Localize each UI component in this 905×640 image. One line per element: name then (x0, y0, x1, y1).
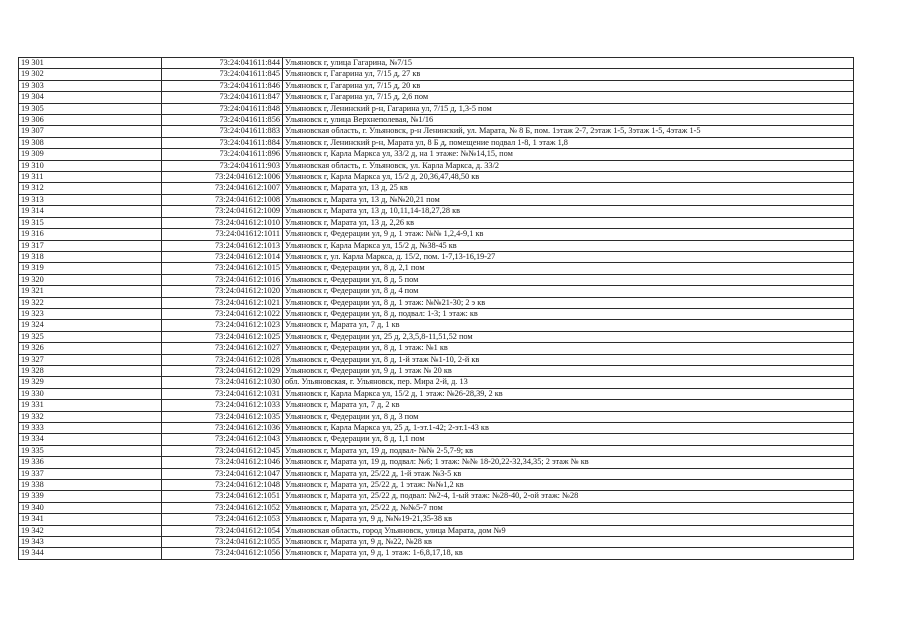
address-cell: Ульяновск г, Федерации ул, 8 д, 1 этаж: №1 кв (283, 343, 854, 354)
address-cell: Ульяновск г, Федерации ул, 8 д, 5 пом (283, 274, 854, 285)
address-cell: Ульяновск г, улица Гагарина, №7/15 (283, 58, 854, 69)
address-cell: Ульяновск г, Марата ул, 9 д, №22, №28 кв (283, 537, 854, 548)
row-number-cell: 19 314 (19, 206, 162, 217)
address-cell: Ульяновск г, улица Верхнеполевая, №1/16 (283, 115, 854, 126)
table-row (19, 92, 854, 103)
row-number-cell: 19 308 (19, 137, 162, 148)
cadastral-number-cell: 73:24:041612:1013 (162, 240, 283, 251)
cadastral-number-cell: 73:24:041611:883 (162, 126, 283, 137)
table-row (19, 80, 854, 91)
cadastral-number-cell: 73:24:041612:1009 (162, 206, 283, 217)
address-cell: Ульяновск г, Гагарина ул, 7/15 д, 20 кв (283, 80, 854, 91)
row-number-cell: 19 309 (19, 149, 162, 160)
table-row (19, 354, 854, 365)
table-row (19, 365, 854, 376)
row-number-cell: 19 333 (19, 423, 162, 434)
registry-table (18, 57, 854, 560)
table-row (19, 137, 854, 148)
cadastral-number-cell: 73:24:041611:884 (162, 137, 283, 148)
address-cell: Ульяновск г, Марата ул, 25/22 д, №№5-7 пом (283, 502, 854, 513)
table-row (19, 103, 854, 114)
cadastral-number-cell: 73:24:041612:1016 (162, 274, 283, 285)
address-cell: Ульяновск г, Карла Маркса ул, 15/2 д, №38-45 кв (283, 240, 854, 251)
row-number-cell: 19 307 (19, 126, 162, 137)
row-number-cell: 19 335 (19, 445, 162, 456)
table-row (19, 240, 854, 251)
table-row (19, 423, 854, 434)
cadastral-number-cell: 73:24:041612:1053 (162, 514, 283, 525)
table-row (19, 286, 854, 297)
row-number-cell: 19 311 (19, 172, 162, 183)
row-number-cell: 19 304 (19, 92, 162, 103)
table-row (19, 217, 854, 228)
address-cell: Ульяновск г, Марата ул, 13 д, 10,11,14-18,27,28 кв (283, 206, 854, 217)
cadastral-number-cell: 73:24:041611:845 (162, 69, 283, 80)
table-row (19, 274, 854, 285)
row-number-cell: 19 302 (19, 69, 162, 80)
address-cell: Ульяновск г, Федерации ул, 9 д, 1 этаж № 20 кв (283, 365, 854, 376)
cadastral-number-cell: 73:24:041612:1028 (162, 354, 283, 365)
row-number-cell: 19 343 (19, 537, 162, 548)
row-number-cell: 19 342 (19, 525, 162, 536)
row-number-cell: 19 313 (19, 194, 162, 205)
row-number-cell: 19 306 (19, 115, 162, 126)
row-number-cell: 19 329 (19, 377, 162, 388)
table-row (19, 343, 854, 354)
table-row (19, 115, 854, 126)
table-row (19, 502, 854, 513)
row-number-cell: 19 330 (19, 388, 162, 399)
address-cell: Ульяновская область, г. Ульяновск, ул. Карла Маркса, д. 33/2 (283, 160, 854, 171)
row-number-cell: 19 319 (19, 263, 162, 274)
cadastral-number-cell: 73:24:041612:1031 (162, 388, 283, 399)
row-number-cell: 19 324 (19, 320, 162, 331)
cadastral-number-cell: 73:24:041612:1008 (162, 194, 283, 205)
row-number-cell: 19 327 (19, 354, 162, 365)
address-cell: Ульяновск г, Марата ул, 19 д, подвал- №№ 2-5,7-9; кв (283, 445, 854, 456)
address-cell: Ульяновск г, Федерации ул, 8 д, 3 пом (283, 411, 854, 422)
address-cell: Ульяновская область, г. Ульяновск, р-н Ленинский, ул. Марата, № 8 Б, пом. 1этаж 2-7, 2этаж 1-5, 3этаж 1-5, 4этаж 1-5 (283, 126, 854, 137)
cadastral-number-cell: 73:24:041612:1035 (162, 411, 283, 422)
cadastral-number-cell: 73:24:041612:1043 (162, 434, 283, 445)
cadastral-number-cell: 73:24:041612:1022 (162, 308, 283, 319)
row-number-cell: 19 337 (19, 468, 162, 479)
cadastral-number-cell: 73:24:041612:1006 (162, 172, 283, 183)
row-number-cell: 19 325 (19, 331, 162, 342)
row-number-cell: 19 322 (19, 297, 162, 308)
address-cell: Ульяновск г, Карла Маркса ул, 33/2 д, на 1 этаже: №№14,15, пом (283, 149, 854, 160)
cadastral-number-cell: 73:24:041612:1020 (162, 286, 283, 297)
cadastral-number-cell: 73:24:041612:1023 (162, 320, 283, 331)
cadastral-number-cell: 73:24:041612:1052 (162, 502, 283, 513)
row-number-cell: 19 334 (19, 434, 162, 445)
address-cell: Ульяновск г, ул. Карла Маркса, д. 15/2, пом. 1-7,13-16,19-27 (283, 251, 854, 262)
table-row (19, 468, 854, 479)
cadastral-number-cell: 73:24:041611:856 (162, 115, 283, 126)
table-row (19, 172, 854, 183)
row-number-cell: 19 318 (19, 251, 162, 262)
address-cell: Ульяновская область, город Ульяновск, улица Марата, дом №9 (283, 525, 854, 536)
row-number-cell: 19 323 (19, 308, 162, 319)
row-number-cell: 19 328 (19, 365, 162, 376)
cadastral-number-cell: 73:24:041611:903 (162, 160, 283, 171)
table-row (19, 263, 854, 274)
address-cell: Ульяновск г, Федерации ул, 25 д, 2,3,5,8-11,51,52 пом (283, 331, 854, 342)
table-row (19, 491, 854, 502)
row-number-cell: 19 321 (19, 286, 162, 297)
address-cell: Ульяновск г, Ленинский р-н, Гагарина ул, 7/15 д, 1,3-5 пом (283, 103, 854, 114)
address-cell: Ульяновск г, Марата ул, 25/22 д, подвал: №2-4, 1-ый этаж: №28-40, 2-ой этаж: №28 (283, 491, 854, 502)
row-number-cell: 19 332 (19, 411, 162, 422)
cadastral-number-cell: 73:24:041612:1055 (162, 537, 283, 548)
cadastral-number-cell: 73:24:041612:1011 (162, 229, 283, 240)
table-row (19, 411, 854, 422)
row-number-cell: 19 310 (19, 160, 162, 171)
row-number-cell: 19 316 (19, 229, 162, 240)
cadastral-number-cell: 73:24:041612:1033 (162, 400, 283, 411)
row-number-cell: 19 312 (19, 183, 162, 194)
table-row (19, 514, 854, 525)
cadastral-number-cell: 73:24:041612:1036 (162, 423, 283, 434)
cadastral-number-cell: 73:24:041612:1007 (162, 183, 283, 194)
table-row (19, 445, 854, 456)
address-cell: Ульяновск г, Федерации ул, 9 д, 1 этаж: №№ 1,2,4-9,1 кв (283, 229, 854, 240)
cadastral-number-cell: 73:24:041612:1021 (162, 297, 283, 308)
row-number-cell: 19 305 (19, 103, 162, 114)
table-row (19, 308, 854, 319)
cadastral-number-cell: 73:24:041612:1027 (162, 343, 283, 354)
table-row (19, 297, 854, 308)
address-cell: Ульяновск г, Марата ул, 13 д, 25 кв (283, 183, 854, 194)
row-number-cell: 19 336 (19, 457, 162, 468)
cadastral-number-cell: 73:24:041612:1030 (162, 377, 283, 388)
table-row (19, 388, 854, 399)
cadastral-number-cell: 73:24:041612:1046 (162, 457, 283, 468)
table-row (19, 58, 854, 69)
address-cell: Ульяновск г, Марата ул, 19 д, подвал: №6; 1 этаж: №№ 18-20,22-32,34,35; 2 этаж № кв (283, 457, 854, 468)
cadastral-number-cell: 73:24:041611:844 (162, 58, 283, 69)
table-row (19, 183, 854, 194)
cadastral-number-cell: 73:24:041612:1015 (162, 263, 283, 274)
address-cell: Ульяновск г, Федерации ул, 8 д, 1 этаж: №№21-30; 2 э кв (283, 297, 854, 308)
row-number-cell: 19 315 (19, 217, 162, 228)
cadastral-number-cell: 73:24:041612:1010 (162, 217, 283, 228)
cadastral-number-cell: 73:24:041612:1056 (162, 548, 283, 559)
cadastral-number-cell: 73:24:041612:1029 (162, 365, 283, 376)
address-cell: Ульяновск г, Карла Маркса ул, 15/2 д, 1 этаж: №26-28,39, 2 кв (283, 388, 854, 399)
address-cell: Ульяновск г, Марата ул, 7 д, 1 кв (283, 320, 854, 331)
row-number-cell: 19 344 (19, 548, 162, 559)
address-cell: Ульяновск г, Марата ул, 7 д, 2 кв (283, 400, 854, 411)
cadastral-number-cell: 73:24:041612:1047 (162, 468, 283, 479)
row-number-cell: 19 341 (19, 514, 162, 525)
table-row (19, 525, 854, 536)
table-row (19, 126, 854, 137)
cadastral-number-cell: 73:24:041611:846 (162, 80, 283, 91)
address-cell: Ульяновск г, Федерации ул, 8 д, 1-й этаж №1-10, 2-й кв (283, 354, 854, 365)
row-number-cell: 19 301 (19, 58, 162, 69)
table-row (19, 480, 854, 491)
address-cell: Ульяновск г, Федерации ул, 8 д, подвал: 1-3; 1 этаж: кв (283, 308, 854, 319)
address-cell: Ульяновск г, Марата ул, 9 д, №№19-21,35-38 кв (283, 514, 854, 525)
registry-table-body (19, 58, 854, 560)
address-cell: обл. Ульяновская, г. Ульяновск, пер. Мира 2-й, д. 13 (283, 377, 854, 388)
row-number-cell: 19 320 (19, 274, 162, 285)
table-row (19, 434, 854, 445)
table-row (19, 194, 854, 205)
address-cell: Ульяновск г, Ленинский р-н, Марата ул, 8 Б д, помещение подвал 1-8, 1 этаж 1,8 (283, 137, 854, 148)
cadastral-number-cell: 73:24:041612:1048 (162, 480, 283, 491)
address-cell: Ульяновск г, Гагарина ул, 7/15 д, 2,6 пом (283, 92, 854, 103)
table-row (19, 331, 854, 342)
address-cell: Ульяновск г, Федерации ул, 8 д, 1,1 пом (283, 434, 854, 445)
address-cell: Ульяновск г, Марата ул, 13 д, №№20,21 пом (283, 194, 854, 205)
cadastral-number-cell: 73:24:041611:848 (162, 103, 283, 114)
row-number-cell: 19 326 (19, 343, 162, 354)
row-number-cell: 19 338 (19, 480, 162, 491)
address-cell: Ульяновск г, Федерации ул, 8 д, 2,1 пом (283, 263, 854, 274)
cadastral-number-cell: 73:24:041612:1014 (162, 251, 283, 262)
table-row (19, 537, 854, 548)
table-row (19, 206, 854, 217)
table-row (19, 229, 854, 240)
table-row (19, 160, 854, 171)
row-number-cell: 19 339 (19, 491, 162, 502)
address-cell: Ульяновск г, Карла Маркса ул, 25 д, 1-эт.1-42; 2-эт.1-43 кв (283, 423, 854, 434)
row-number-cell: 19 317 (19, 240, 162, 251)
cadastral-number-cell: 73:24:041612:1054 (162, 525, 283, 536)
table-row (19, 377, 854, 388)
cadastral-number-cell: 73:24:041612:1051 (162, 491, 283, 502)
row-number-cell: 19 340 (19, 502, 162, 513)
address-cell: Ульяновск г, Марата ул, 25/22 д, 1-й этаж №3-5 кв (283, 468, 854, 479)
cadastral-number-cell: 73:24:041611:896 (162, 149, 283, 160)
table-row (19, 149, 854, 160)
address-cell: Ульяновск г, Марата ул, 9 д, 1 этаж: 1-6,8,17,18, кв (283, 548, 854, 559)
table-row (19, 69, 854, 80)
cadastral-number-cell: 73:24:041612:1025 (162, 331, 283, 342)
row-number-cell: 19 303 (19, 80, 162, 91)
table-row (19, 400, 854, 411)
address-cell: Ульяновск г, Марата ул, 25/22 д, 1 этаж: №№1,2 кв (283, 480, 854, 491)
cadastral-number-cell: 73:24:041611:847 (162, 92, 283, 103)
table-row (19, 251, 854, 262)
row-number-cell: 19 331 (19, 400, 162, 411)
table-row (19, 457, 854, 468)
table-row (19, 548, 854, 559)
address-cell: Ульяновск г, Карла Маркса ул, 15/2 д, 20,36,47,48,50 кв (283, 172, 854, 183)
cadastral-number-cell: 73:24:041612:1045 (162, 445, 283, 456)
address-cell: Ульяновск г, Федерации ул, 8 д, 4 пом (283, 286, 854, 297)
address-cell: Ульяновск г, Марата ул, 13 д, 2,26 кв (283, 217, 854, 228)
address-cell: Ульяновск г, Гагарина ул, 7/15 д, 27 кв (283, 69, 854, 80)
table-row (19, 320, 854, 331)
